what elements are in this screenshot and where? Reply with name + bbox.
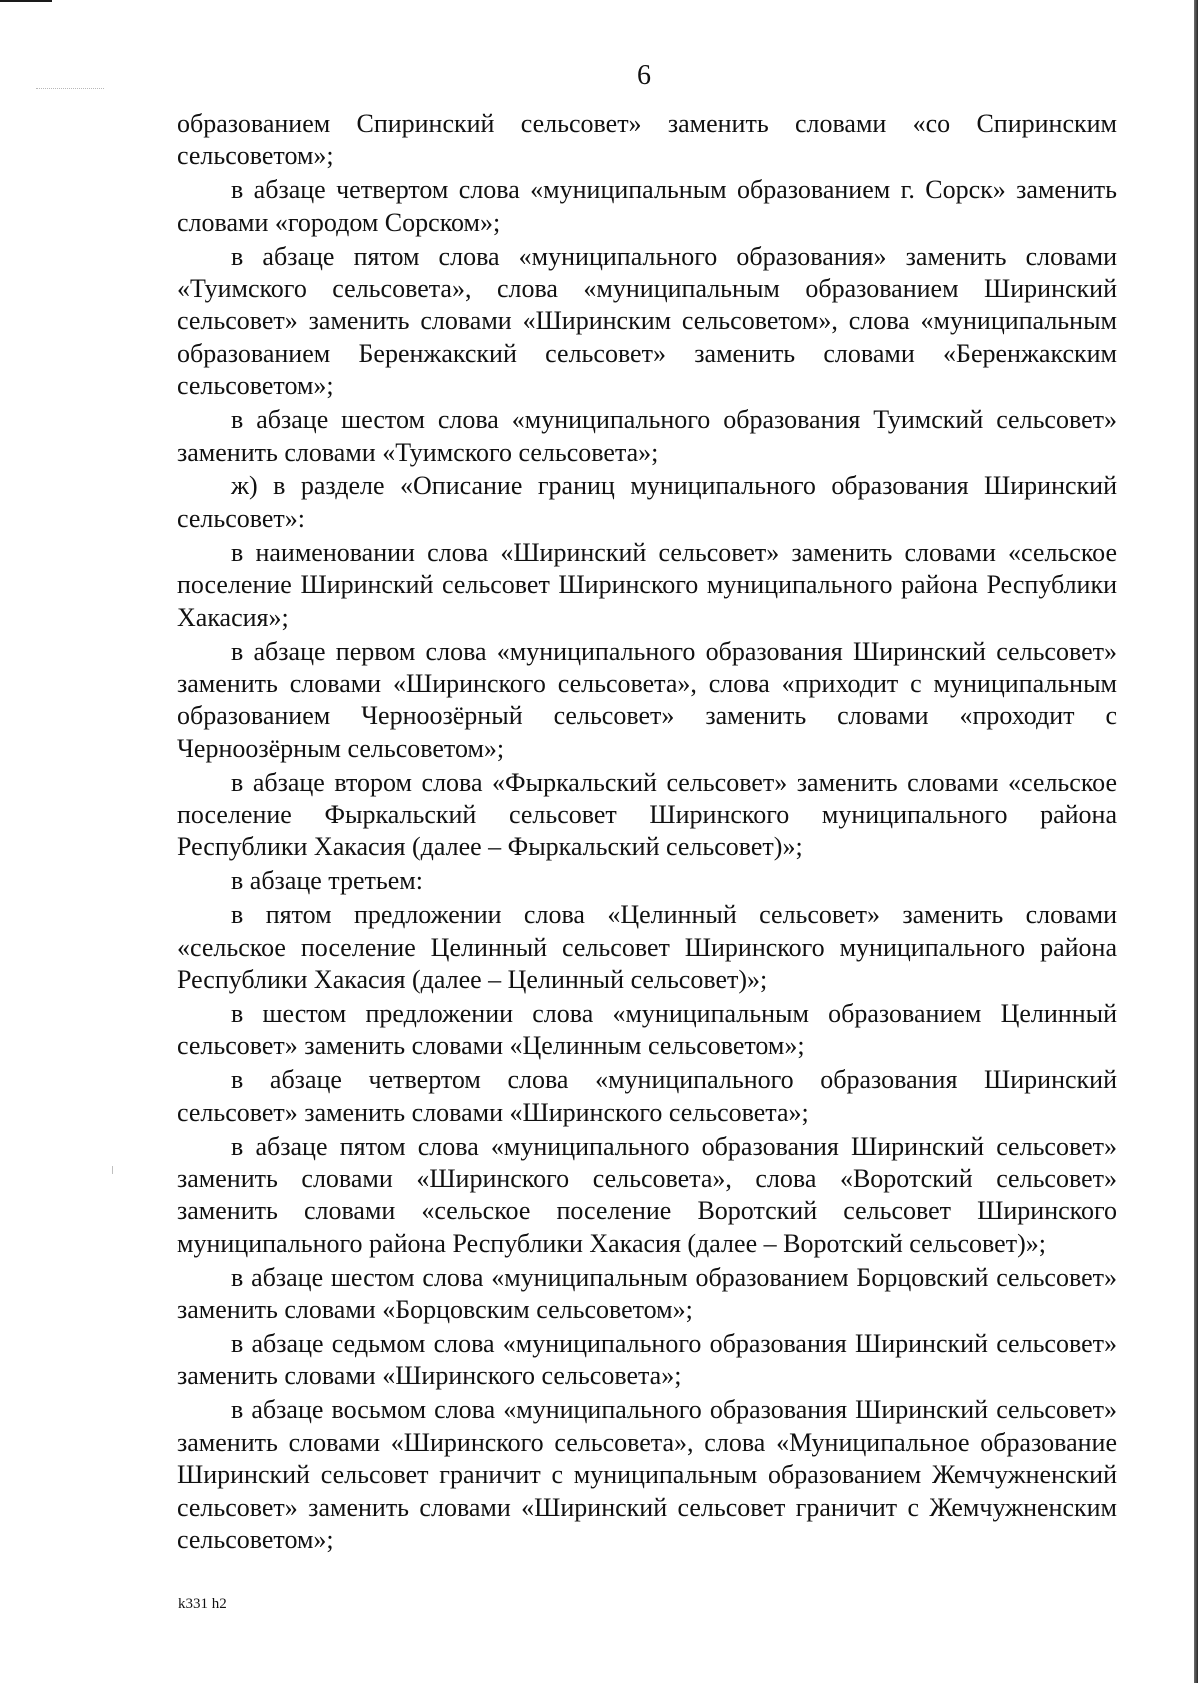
paragraph: в абзаце первом слова «муниципального образования Ширинский сельсовет» заменить словами «Ширинского сельсовета», слова «приходит с муниципальным образованием Черноозёрный сельсовет» заменить словами «проходит с Черноозёрным сельсоветом»;	[177, 636, 1117, 763]
paragraph: в наименовании слова «Ширинский сельсовет» заменить словами «сельское поселение Ширинский сельсовет Ширинского муниципального района Республики Хакасия»;	[177, 537, 1117, 632]
paragraph: в абзаце седьмом слова «муниципального образования Ширинский сельсовет» заменить словами «Ширинского сельсовета»;	[177, 1329, 1117, 1391]
paragraph: в абзаце восьмом слова «муниципального образования Ширинский сельсовет» заменить словами «Ширинского сельсовета», слова «Муниципальное образование Ширинский сельсовет граничит с муниципальным образованием Жемчужненский сельсовет» заменить словами «Ширинский сельсовет граничит с Жемчужненским сельсоветом»;	[177, 1395, 1117, 1554]
paragraph: в абзаце втором слова «Фыркальский сельсовет» заменить словами «сельское поселение Фыркальский сельсовет Ширинского муниципального района Республики Хакасия (далее – Фыркальский сельсовет)»;	[177, 767, 1117, 862]
scan-border-right	[1194, 0, 1198, 1683]
document-code: k331 h2	[178, 1596, 227, 1612]
paragraph: в абзаце шестом слова «муниципальным образованием Борцовский сельсовет» заменить словами «Борцовским сельсоветом»;	[177, 1262, 1117, 1325]
paragraph: в абзаце пятом слова «муниципального образования» заменить словами «Туимского сельсовета», слова «муниципальным образованием Ширинский сельсовет» заменить словами «Ширинским сельсоветом», слова «муниципальным образованием Беренжакский сельсовет» заменить словами «Беренжакским сельсоветом»;	[177, 241, 1117, 401]
paragraph: в абзаце четвертом слова «муниципальным образованием г. Сорск» заменить словами «городом Сорском»;	[177, 175, 1117, 237]
page-number: 6	[637, 60, 651, 91]
scan-border-top	[0, 0, 52, 2]
scan-artifact-tick	[112, 1166, 113, 1174]
paragraph-section-heading: ж) в разделе «Описание границ муниципального образования Ширинский сельсовет»:	[177, 471, 1117, 533]
paragraph: в абзаце шестом слова «муниципального образования Туимский сельсовет» заменить словами «Туимского сельсовета»;	[177, 405, 1117, 467]
paragraph-continuation: образованием Спиринский сельсовет» заменить словами «со Спиринским сельсоветом»;	[177, 109, 1117, 171]
document-body	[177, 108, 1117, 1558]
paragraph: в абзаце третьем:	[231, 866, 423, 896]
paragraph: в абзаце четвертом слова «муниципального образования Ширинский сельсовет» заменить словами «Ширинского сельсовета»;	[177, 1065, 1117, 1127]
paragraph: в абзаце пятом слова «муниципального образования Ширинский сельсовет» заменить словами «Ширинского сельсовета», слова «Воротский сельсовет» заменить словами «сельское поселение Воротский сельсовет Ширинского муниципального района Республики Хакасия (далее – Воротский сельсовет)»;	[177, 1131, 1117, 1258]
paragraph: в пятом предложении слова «Целинный сельсовет» заменить словами «сельское поселение Целинный сельсовет Ширинского муниципального района Республики Хакасия (далее – Целинный сельсовет)»;	[177, 900, 1117, 995]
paragraph: в шестом предложении слова «муниципальным образованием Целинный сельсовет» заменить словами «Целинным сельсоветом»;	[177, 998, 1117, 1061]
